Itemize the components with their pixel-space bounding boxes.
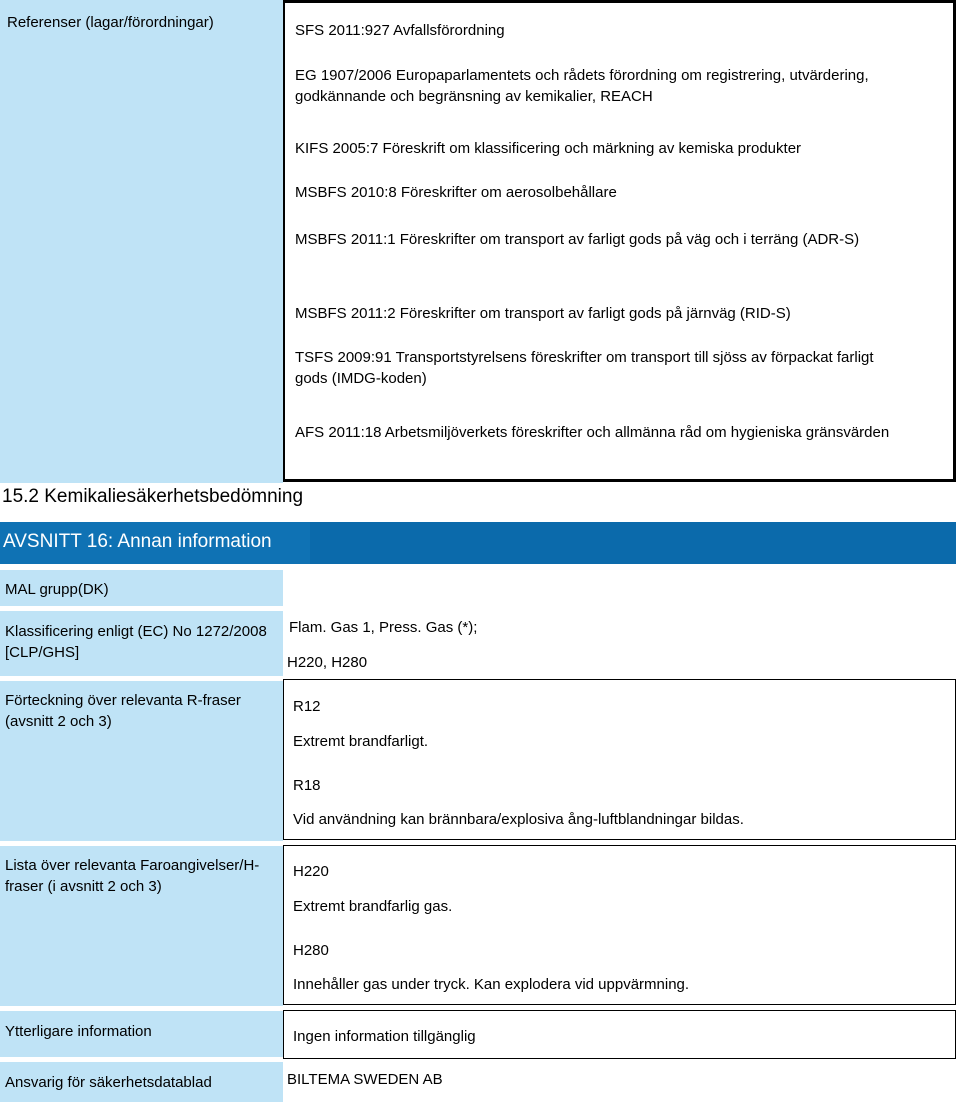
additional-info-value: Ingen information tillgänglig: [293, 1028, 476, 1045]
reference-item: TSFS 2009:91 Transportstyrelsens föreskrifter om transport till sjöss av förpackat farligt gods (IMDG-koden): [295, 349, 874, 387]
classification-h-codes: H220, H280: [287, 654, 368, 671]
mal-group-label: MAL grupp(DK): [0, 570, 283, 606]
h-phrases-label: Lista över relevanta Faroangivelser/H-fraser (i avsnitt 2 och 3): [0, 846, 283, 1006]
reference-item: MSBFS 2011:2 Föreskrifter om transport av farligt gods på järnväg (RID-S): [295, 305, 791, 322]
section-16-title: AVSNITT 16: Annan information: [3, 531, 272, 552]
h-phrases-box: [283, 845, 956, 1005]
additional-info-label: Ytterligare information: [0, 1011, 283, 1057]
classification-hazard-classes: Flam. Gas 1, Press. Gas (*);: [289, 619, 478, 636]
r-phrases-box: [283, 679, 956, 840]
chemical-safety-heading: 15.2 Kemikaliesäkerhetsbedömning: [2, 486, 304, 507]
responsible-value: BILTEMA SWEDEN AB: [287, 1071, 443, 1088]
additional-info-box: [283, 1010, 956, 1059]
section-16-header: [0, 522, 956, 564]
r-phrases-label: Förteckning över relevanta R-fraser (avsnitt 2 och 3): [0, 681, 283, 841]
section-bar-extension: [310, 522, 956, 564]
h-phrase-code: H280: [293, 942, 329, 959]
references-label: Referenser (lagar/förordningar): [0, 0, 283, 483]
reference-item: AFS 2011:18 Arbetsmiljöverkets föreskrifter och allmänna råd om hygieniska gränsvärden: [295, 424, 890, 441]
r-phrase-text: Vid användning kan brännbara/explosiva ång-luftblandningar bildas.: [293, 811, 744, 828]
reference-item: SFS 2011:927 Avfallsförordning: [295, 22, 505, 39]
references-box: [283, 0, 956, 482]
responsible-label: Ansvarig för säkerhetsdatablad: [0, 1062, 283, 1102]
h-phrase-text: Innehåller gas under tryck. Kan explodera vid uppvärmning.: [293, 976, 690, 993]
r-phrase-text: Extremt brandfarligt.: [293, 733, 429, 750]
classification-label: Klassificering enligt (EC) No 1272/2008 [CLP/GHS]: [0, 611, 283, 676]
r-phrase-code: R18: [293, 777, 321, 794]
reference-item: MSBFS 2011:1 Föreskrifter om transport av farligt gods på väg och i terräng (ADR-S): [295, 231, 860, 248]
reference-item: MSBFS 2010:8 Föreskrifter om aerosolbehållare: [295, 184, 617, 201]
reference-item: KIFS 2005:7 Föreskrift om klassificering och märkning av kemiska produkter: [295, 140, 802, 157]
reference-item: EG 1907/2006 Europaparlamentets och rådets förordning om registrering, utvärdering, godkännande och begränsning av kemikalier, REACH: [295, 67, 869, 105]
r-phrase-code: R12: [293, 698, 321, 715]
h-phrase-code: H220: [293, 863, 329, 880]
h-phrase-text: Extremt brandfarlig gas.: [293, 898, 453, 915]
